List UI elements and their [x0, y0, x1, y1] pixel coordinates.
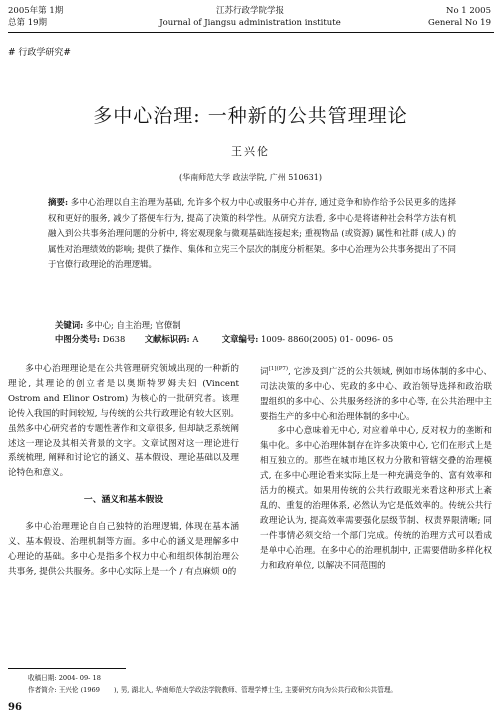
section-1-paragraph: 多中心治理理论自自己独特的治理逻辑, 体现在基本涵义、基本假设、治理机制等方面。多中心的涵义是理解多中心理论的基础。多中心是指多个权力中心和组织体制治理公共事务, 提供公共服务。多中心实际上是一个 / 有点麻烦 0的 [8, 522, 239, 577]
author-bio [28, 685, 397, 696]
clc-label: 中图分类号: [55, 334, 100, 344]
journal-total-issue-label: 总第 19期 [8, 18, 48, 28]
section-tag: # 行政学研究# [8, 48, 71, 58]
doc-code-label: 文献标识码: [144, 334, 190, 344]
right-column [260, 362, 492, 574]
continued-lead: 词 [260, 366, 269, 377]
abstract [48, 195, 456, 273]
continued-paragraph [260, 362, 492, 424]
left-column [8, 362, 239, 580]
author-bio-label: 作者简介: 王兴伦 (1969 [28, 686, 100, 694]
keywords-label: 关键词: [55, 320, 84, 330]
doc-code-value: A [189, 334, 199, 344]
clc-value: D638 [99, 334, 126, 344]
article-number-value: 1009- 8860(2005) 01- 0096- 05 [258, 334, 394, 344]
classification-line [55, 332, 393, 346]
journal-issue-label: 2005年第 1期 [8, 6, 64, 16]
keywords [55, 318, 181, 332]
journal-general-number: General No 19 [428, 18, 491, 28]
journal-name-cn: 江苏行政学院学报 [215, 6, 284, 16]
journal-issue-number: No 1 2005 [446, 6, 491, 16]
continued-text: , 它涉及到广泛的公共领域, 例如市场体制的多中心、司法决策的多中心、宪政的多中心、政治领导选择和政治联盟组织的多中心、公共服务经济的多中心等, 在公共治理中主要指生产的多中心和治理体制的多中心。 [260, 366, 492, 422]
journal-name-en: Journal of Jiangsu administration institute [159, 18, 341, 28]
citation-superscript: [1](P7) [268, 366, 289, 372]
author-name: 王兴伦 [231, 145, 270, 158]
polycentric-paragraph: 多中心意味着无中心, 对应着单中心, 反对权力的垄断和集中化。多中心治理体制存在许多决策中心, 它们在形式上是相互独立的。那些在城市地区权力分散和管辖交叠的治理模式, 在多中心理论看来实际上是一种充满竞争的、富有效率和活力的模式。如果用传统的公共行政眼光来看这种形式上紊乱的、重复的治理体系, 必然认为它是低效率的。传统公共行政理论认为, 提高效率需要强化层级节制、权责界限清晰; 同一件事情必须交给一个部门完成。传统的治理方式可以看成是单中心治理。在多中心的治理机制中, 正需要借助多样化权力和政府单位, 以解决不同范围的 [260, 426, 492, 571]
section-heading-1: 一、涵义和基本假设 [83, 495, 164, 506]
intro-paragraph: 多中心治理理论是在公共管理研究领域出现的一种新的理论, 其理论的创立者是以奥斯特罗姆夫妇 (Vincent Ostrom and Elinor Ostrom) 为核心的一批研究者。该理论传入我国的时间较短, 与传统的公共行政理论有较大区别。虽然多中心研究者的专题性著作和文章很多, 但却缺乏系统阐述这一理论及其相关背景的文字。文章试图对这一理论进行系统梳理, 阐释和讨论它的涵义、基本假设、理论基础以及理论特色和意义。 [8, 364, 239, 479]
header-rule [8, 32, 494, 33]
author-bio-text: ), 男, 湖北人, 华南师范大学政法学院教师、管理学博士生, 主要研究方向为公共行政和公共管理。 [113, 686, 398, 694]
footnote-rule [8, 668, 126, 669]
keywords-text: 多中心; 自主治理; 官僚制 [83, 320, 181, 330]
abstract-label: 摘要: [48, 197, 69, 207]
page-number: 96 [8, 702, 22, 713]
abstract-text: 多中心治理以自主治理为基础, 允许多个权力中心或服务中心并存, 通过竞争和协作给予公民更多的选择权和更好的服务, 减少了搭便车行为, 提高了决策的科学性。从研究方法看, 多中心是将诸种社会科学方法有机融入到公共事务治理问题的分析中, 将宏观现象与微观基础连接起来; 重视物品 (或资源) 属性和社群 (成人) 的属性对治理绩效的影响; 提供了操作、集体和立宪三个层次的制度分析框架。多中心治理为公共事务提出了不同于官僚行政理论的治理逻辑。 [48, 197, 456, 269]
article-number-label: 文章编号: [221, 334, 259, 344]
received-date: 收稿日期: 2004- 09- 18 [28, 674, 101, 682]
article-title: 多中心治理: 一种新的公共管理理论 [93, 105, 408, 127]
author-affiliation: (华南师范大学 政法学院, 广州 510631) [179, 173, 322, 182]
